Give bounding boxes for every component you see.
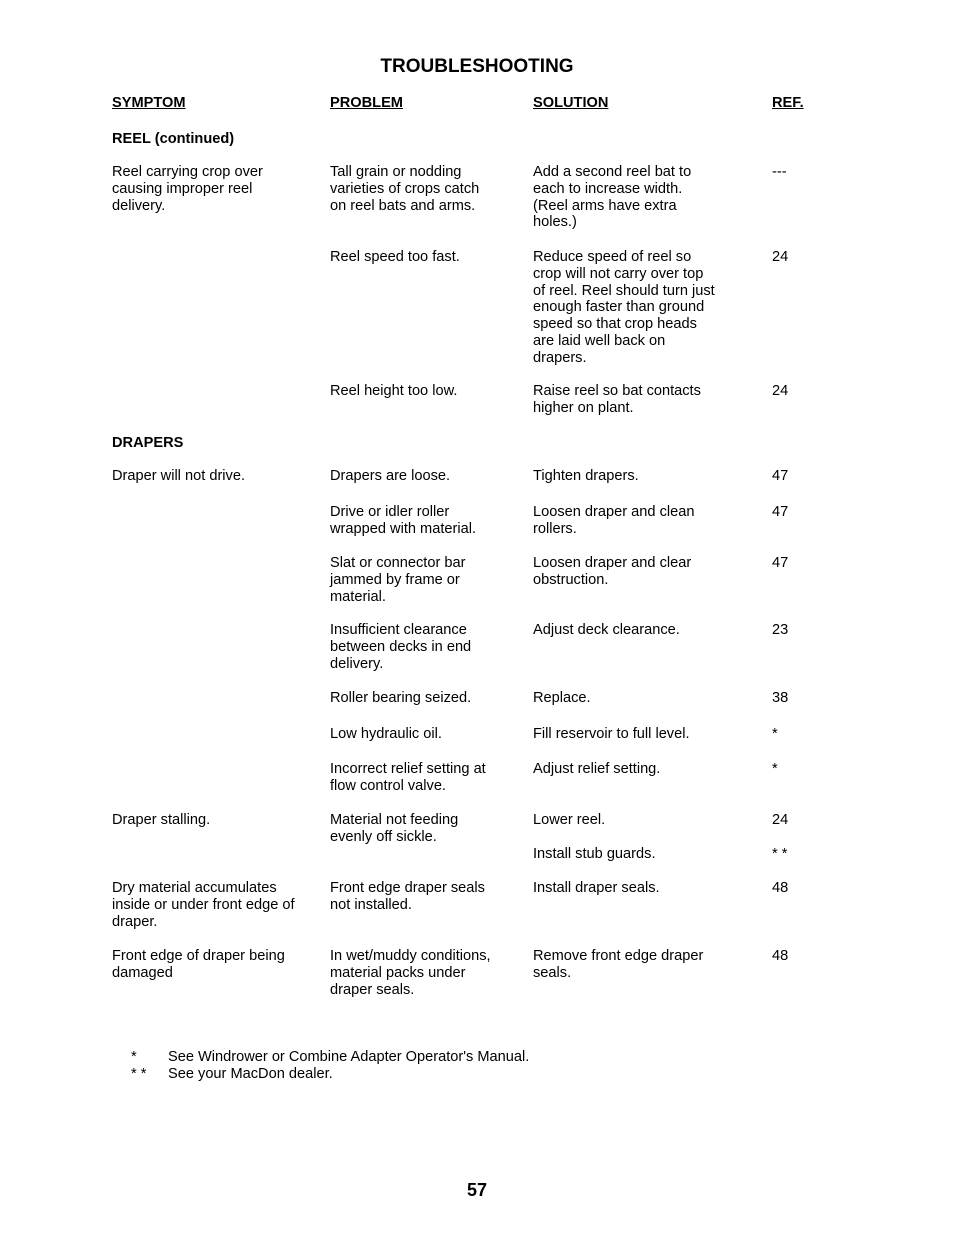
problem-cell: Tall grain or nodding varieties of crops catch on reel bats and arms. xyxy=(330,164,480,214)
solution-cell: Add a second reel bat to each to increase width. (Reel arms have extra holes.) xyxy=(533,164,692,231)
solution-cell: Lower reel. xyxy=(533,812,606,828)
ref-cell: 48 xyxy=(772,948,789,964)
solution-cell: Install draper seals. xyxy=(533,880,660,896)
column-header-symptom: SYMPTOM xyxy=(112,95,186,111)
problem-cell: Incorrect relief setting at flow control valve. xyxy=(330,761,486,794)
ref-cell: 47 xyxy=(772,468,789,484)
ref-cell: --- xyxy=(772,164,787,180)
problem-cell: Drive or idler roller wrapped with material. xyxy=(330,504,477,537)
ref-cell: 24 xyxy=(772,383,789,399)
symptom-cell: Draper will not drive. xyxy=(112,468,246,484)
section-heading-reel: REEL (continued) xyxy=(112,131,235,147)
footnote-text: See your MacDon dealer. xyxy=(168,1066,333,1082)
problem-cell: Reel speed too fast. xyxy=(330,249,460,265)
ref-cell: 47 xyxy=(772,504,789,520)
ref-cell: * xyxy=(772,761,778,777)
column-header-solution: SOLUTION xyxy=(533,95,609,111)
page-number: 57 xyxy=(466,1180,488,1200)
problem-cell: Reel height too low. xyxy=(330,383,458,399)
footnote-mark: * * xyxy=(131,1066,147,1082)
solution-cell: Loosen draper and clear obstruction. xyxy=(533,555,692,588)
column-header-ref: REF. xyxy=(772,95,804,111)
problem-cell: Front edge draper seals not installed. xyxy=(330,880,485,913)
section-heading-drapers: DRAPERS xyxy=(112,435,184,451)
ref-cell: * xyxy=(772,726,778,742)
solution-cell: Install stub guards. xyxy=(533,846,656,862)
ref-cell: 24 xyxy=(772,812,789,828)
problem-cell: Material not feeding evenly off sickle. xyxy=(330,812,459,845)
problem-cell: In wet/muddy conditions, material packs under draper seals. xyxy=(330,948,491,998)
solution-cell: Adjust deck clearance. xyxy=(533,622,680,638)
solution-cell: Remove front edge draper seals. xyxy=(533,948,704,981)
symptom-cell: Front edge of draper being damaged xyxy=(112,948,285,981)
symptom-cell: Draper stalling. xyxy=(112,812,211,828)
problem-cell: Roller bearing seized. xyxy=(330,690,472,706)
problem-cell: Insufficient clearance between decks in end delivery. xyxy=(330,622,472,672)
problem-cell: Drapers are loose. xyxy=(330,468,451,484)
solution-cell: Loosen draper and clean rollers. xyxy=(533,504,695,537)
solution-cell: Reduce speed of reel so crop will not carry over top of reel. Reel should turn just enough faster than ground speed so that crop heads are laid well back on drapers. xyxy=(533,249,715,366)
ref-cell: * * xyxy=(772,846,788,862)
solution-cell: Adjust relief setting. xyxy=(533,761,661,777)
ref-cell: 23 xyxy=(772,622,789,638)
solution-cell: Raise reel so bat contacts higher on plant. xyxy=(533,383,701,416)
problem-cell: Low hydraulic oil. xyxy=(330,726,442,742)
solution-cell: Fill reservoir to full level. xyxy=(533,726,690,742)
symptom-cell: Reel carrying crop over causing improper reel delivery. xyxy=(112,164,263,214)
page-title: TROUBLESHOOTING xyxy=(380,56,574,77)
solution-cell: Tighten drapers. xyxy=(533,468,639,484)
ref-cell: 48 xyxy=(772,880,789,896)
problem-cell: Slat or connector bar jammed by frame or material. xyxy=(330,555,466,605)
column-header-problem: PROBLEM xyxy=(330,95,403,111)
footnote-mark: * xyxy=(131,1049,137,1065)
solution-cell: Replace. xyxy=(533,690,591,706)
ref-cell: 47 xyxy=(772,555,789,571)
footnote-text: See Windrower or Combine Adapter Operator's Manual. xyxy=(168,1049,530,1065)
symptom-cell: Dry material accumulates inside or under front edge of draper. xyxy=(112,880,295,930)
ref-cell: 24 xyxy=(772,249,789,265)
ref-cell: 38 xyxy=(772,690,789,706)
